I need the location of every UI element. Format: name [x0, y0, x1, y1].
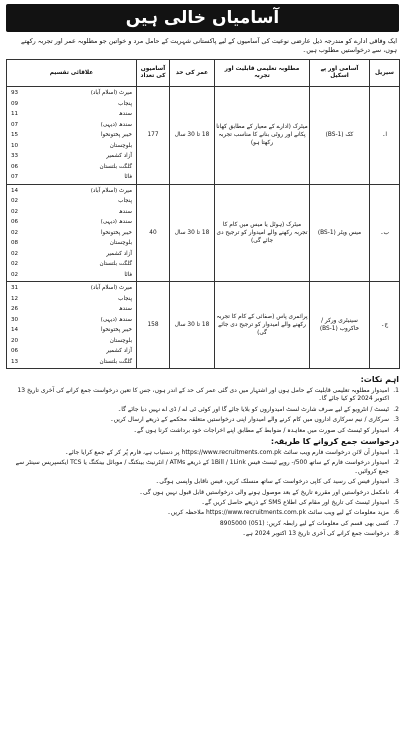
region-item	[8, 172, 135, 183]
region-quota: 14	[11, 187, 19, 194]
note-item-text: ٹیسٹ / انٹرویو کے لیے صرف شارٹ لسٹ امیدواروں کو بلایا جائے گا اور کوئی ٹی اے / ڈی اے نہیں دیا جائے گا۔	[117, 405, 389, 413]
row-count: 158	[137, 282, 170, 369]
region-quota: 12	[11, 295, 19, 302]
region-name: پنجاب	[118, 100, 132, 107]
apply-step-text: امیدوار درخواست فارم کے ساتھ 500/- روپے ٹیسٹ فیس 1Bill / 1Link کے ذریعے ATMs / انٹرنیٹ بینکنگ / موبائل بینکنگ یا TCS ایکسپریس سینٹر سے جمع کروائیں۔	[15, 459, 389, 475]
row-age: 18 تا 30 سال	[170, 282, 215, 369]
region-name: گلگت بلتستان	[99, 358, 132, 365]
apply-step: 8. درخواست جمع کرانے کی آخری تاریخ 13 اکتوبر 2024 ہے۔	[242, 530, 399, 538]
apply-step: 4. نامکمل درخواستیں اور مقررہ تاریخ کے بعد موصول ہونے والی درخواستیں قابل قبول نہیں ہوں گی۔	[139, 488, 399, 496]
region-name: آزاد کشمیر	[106, 348, 132, 354]
region-quota: 11	[11, 111, 19, 117]
region-name: خیبر پختونخوا	[100, 229, 132, 236]
vacancies-table	[6, 59, 400, 369]
region-item	[8, 120, 135, 131]
region-name: فاٹا	[124, 271, 132, 278]
note-item-text: امیدوار کو ٹیسٹ کی صورت میں معاہدہ / ضوابط کے مطابق اپنے اخراجات خود برداشت کرنا ہوں گے۔	[133, 426, 389, 434]
apply-step-text: درخواست جمع کرانے کی آخری تاریخ 13 اکتوبر 2024 ہے۔	[242, 530, 389, 538]
table-row	[7, 282, 400, 369]
region-name: سندھ (دیہی)	[100, 219, 132, 225]
region-quota: 14	[11, 327, 19, 333]
region-item	[8, 315, 135, 326]
region-name: سندھ (دیہی)	[100, 316, 132, 323]
region-quota: 02	[11, 271, 19, 278]
row-count: 40	[137, 184, 170, 282]
note-item: 1. امیدوار مطلوبہ تعلیمی قابلیت کے حامل ہوں اور اشتہار میں دی گئی عمر کی حد کے اندر ہوں، جس کا تعین درخواست جمع کرانے کی آخری تاریخ 13 اکتوبر 2024 کو کیا جائے گا۔	[6, 387, 399, 404]
apply-step-text: کسی بھی قسم کی معلومات کے لیے رابطہ کریں: (051) 8905000	[219, 519, 389, 527]
region-item	[8, 162, 135, 173]
apply-step-text: امیدوار فیس کی رسید کی کاپی درخواست کے ساتھ منسلک کریں، فیس ناقابل واپسی ہوگی۔	[155, 478, 389, 486]
region-item	[8, 283, 135, 294]
region-quota: 15	[11, 132, 19, 138]
region-name: میرٹ (اسلام آباد)	[90, 187, 132, 194]
region-quota: 02	[11, 198, 19, 204]
region-name: سندھ (دیہی)	[100, 121, 132, 128]
region-name: خیبر پختونخوا	[100, 327, 132, 333]
region-item	[8, 346, 135, 357]
region-quota: 07	[11, 174, 19, 180]
apply-step-text: مزید معلومات کے لیے ویب سائٹ https://www.recruitments.com.pk ملاحظہ کریں۔	[167, 509, 389, 517]
region-item	[8, 196, 135, 207]
region-item	[8, 99, 135, 110]
row-age: 18 تا 30 سال	[170, 184, 215, 282]
header-count: آسامیوں کی تعداد	[137, 60, 170, 87]
apply-step: 5. امیدوار ٹیسٹ کی تاریخ اور مقام کی اطلاع SMS کے ذریعے حاصل کریں گے۔	[201, 499, 399, 507]
note-item-text: سرکاری / نیم سرکاری اداروں میں کام کرنے والے امیدوار اپنی درخواستیں متعلقہ محکمے کے ذریعے ارسال کریں۔	[110, 416, 389, 424]
region-quota: 08	[11, 240, 19, 246]
important-notes	[6, 375, 399, 539]
row-serial: ا۔	[370, 87, 400, 185]
apply-step: 6. مزید معلومات کے لیے ویب سائٹ https://www.recruitments.com.pk ملاحظہ کریں۔	[167, 509, 399, 517]
region-item	[8, 336, 135, 347]
row-serial: ب۔	[370, 184, 400, 282]
region-quota: 02	[11, 261, 19, 267]
region-name: آزاد کشمیر	[106, 153, 132, 159]
region-item	[8, 259, 135, 270]
region-item	[8, 270, 135, 281]
region-quota: 30	[11, 316, 19, 323]
region-name: سندھ	[118, 306, 132, 312]
note-item: 4. امیدوار کو ٹیسٹ کی صورت میں معاہدہ / ضوابط کے مطابق اپنے اخراجات خود برداشت کرنا ہوں گے۔	[133, 426, 399, 434]
region-quota: 26	[11, 306, 19, 312]
region-quota: 06	[11, 219, 19, 225]
region-quota: 13	[11, 358, 19, 365]
region-name: میرٹ (اسلام آباد)	[90, 90, 132, 96]
apply-step: 7. کسی بھی قسم کی معلومات کے لیے رابطہ کریں: (051) 8905000	[219, 519, 399, 527]
page-title: آسامیاں خالی ہیں	[6, 4, 399, 32]
region-name: بلوچستان	[109, 240, 132, 246]
region-name: گلگت بلتستان	[99, 163, 132, 170]
region-quota: 07	[11, 121, 19, 128]
apply-heading: درخواست جمع کروانے کا طریقہ:	[270, 437, 399, 447]
region-name: گلگت بلتستان	[99, 261, 132, 267]
row-qualification: میٹرک (ہوٹل یا میس میں کام کا تجربہ رکھنے والے امیدوار کو ترجیح دی جائے گی)	[215, 184, 310, 282]
row-count: 177	[137, 87, 170, 185]
apply-step: 1. امیدوار آن لائن درخواست فارم ویب سائٹ https://www.recruitments.com.pk پر دستیاب ہے، فارم پُر کر کے جمع کرایا جائے۔	[64, 449, 399, 457]
region-quota: 93	[11, 90, 19, 96]
row-qualification: میٹرک (ادارے کے معیار کے مطابق کھانا پکانے اور روٹی بنانے کا مناسب تجربہ رکھتا ہو)	[215, 87, 310, 185]
region-item	[8, 304, 135, 315]
region-quota: 33	[11, 153, 19, 159]
apply-step: 2. امیدوار درخواست فارم کے ساتھ 500/- روپے ٹیسٹ فیس 1Bill / 1Link کے ذریعے ATMs / انٹرنیٹ بینکنگ / موبائل بینکنگ یا TCS ایکسپریس سینٹر سے جمع کروائیں۔	[6, 459, 399, 476]
region-item	[8, 294, 135, 305]
region-quota: 06	[11, 163, 19, 170]
apply-step-text: امیدوار ٹیسٹ کی تاریخ اور مقام کی اطلاع SMS کے ذریعے حاصل کریں گے۔	[201, 499, 389, 507]
region-quota: 02	[11, 208, 19, 215]
region-item	[8, 186, 135, 197]
header-post: آسامی اور پے اسکیل	[310, 60, 370, 87]
header-regions: علاقائی تقسیم	[7, 60, 137, 87]
region-name: سندھ	[118, 111, 132, 117]
row-regions	[7, 184, 137, 282]
region-name: بلوچستان	[109, 337, 132, 344]
region-item	[8, 88, 135, 99]
region-name: فاٹا	[124, 174, 132, 180]
row-regions	[7, 282, 137, 369]
header-age: عمر کی حد	[170, 60, 215, 87]
region-name: خیبر پختونخوا	[100, 132, 132, 138]
apply-step-text: نامکمل درخواستیں اور مقررہ تاریخ کے بعد موصول ہونے والی درخواستیں قابل قبول نہیں ہوں گی۔	[139, 488, 389, 496]
row-serial: ج۔	[370, 282, 400, 369]
region-item	[8, 238, 135, 249]
row-post: سینیٹری ورکر / خاکروب (BS-1)	[310, 282, 370, 369]
table-row	[7, 184, 400, 282]
region-quota: 20	[11, 337, 19, 344]
region-quota: 10	[11, 142, 19, 149]
row-qualification: پرائمری پاس (صفائی کے کام کا تجربہ رکھنے والے امیدوار کو ترجیح دی جائے گی)	[215, 282, 310, 369]
region-item	[8, 109, 135, 120]
region-name: سندھ	[118, 208, 132, 215]
row-post: میس ویٹر (BS-1)	[310, 184, 370, 282]
notes-heading: اہم نکات:	[360, 375, 399, 384]
row-post: کک (BS-1)	[310, 87, 370, 185]
region-item	[8, 217, 135, 228]
header-serial: سیریل	[370, 60, 400, 87]
row-regions	[7, 87, 137, 185]
table-header-row	[7, 60, 400, 87]
intro-text: ایک وفاقی ادارے کو مندرجہ ذیل عارضی نوعیت کی آسامیوں کے لیے پاکستانی شہریت کے حامل مرد و خواتین جو مطلوبہ عمر اور تجربہ رکھتے ہوں، سے درخواستیں مطلوب ہیں۔	[20, 37, 397, 54]
region-quota: 31	[11, 285, 19, 291]
region-item	[8, 207, 135, 218]
table-row	[7, 87, 400, 185]
region-item	[8, 228, 135, 239]
region-name: پنجاب	[118, 295, 132, 302]
header-qualification: مطلوبہ تعلیمی قابلیت اور تجربہ	[215, 60, 310, 87]
region-quota: 09	[11, 100, 19, 107]
region-quota: 02	[11, 250, 19, 257]
region-item	[8, 357, 135, 368]
region-quota: 02	[11, 229, 19, 236]
region-quota: 06	[11, 348, 19, 354]
note-item-text: امیدوار مطلوبہ تعلیمی قابلیت کے حامل ہوں اور اشتہار میں دی گئی عمر کی حد کے اندر ہوں، جس کا تعین درخواست جمع کرانے کی آخری تاریخ 13 اکتوبر 2024 کو کیا جائے گا۔	[17, 387, 389, 403]
region-item	[8, 325, 135, 336]
apply-step: 3. امیدوار فیس کی رسید کی کاپی درخواست کے ساتھ منسلک کریں، فیس ناقابل واپسی ہوگی۔	[155, 478, 399, 486]
region-item	[8, 151, 135, 162]
region-name: میرٹ (اسلام آباد)	[90, 285, 132, 291]
note-item: 3. سرکاری / نیم سرکاری اداروں میں کام کرنے والے امیدوار اپنی درخواستیں متعلقہ محکمے کے ذریعے ارسال کریں۔	[110, 416, 399, 424]
row-age: 18 تا 30 سال	[170, 87, 215, 185]
note-item: 2. ٹیسٹ / انٹرویو کے لیے صرف شارٹ لسٹ امیدواروں کو بلایا جائے گا اور کوئی ٹی اے / ڈی اے نہیں دیا جائے گا۔	[117, 405, 399, 413]
region-item	[8, 130, 135, 141]
region-item	[8, 141, 135, 152]
region-name: بلوچستان	[109, 142, 132, 149]
region-name: آزاد کشمیر	[106, 250, 132, 257]
region-name: پنجاب	[118, 198, 132, 204]
region-item	[8, 249, 135, 260]
apply-step-text: امیدوار آن لائن درخواست فارم ویب سائٹ https://www.recruitments.com.pk پر دستیاب ہے، فارم پُر کر کے جمع کرایا جائے۔	[64, 449, 389, 457]
